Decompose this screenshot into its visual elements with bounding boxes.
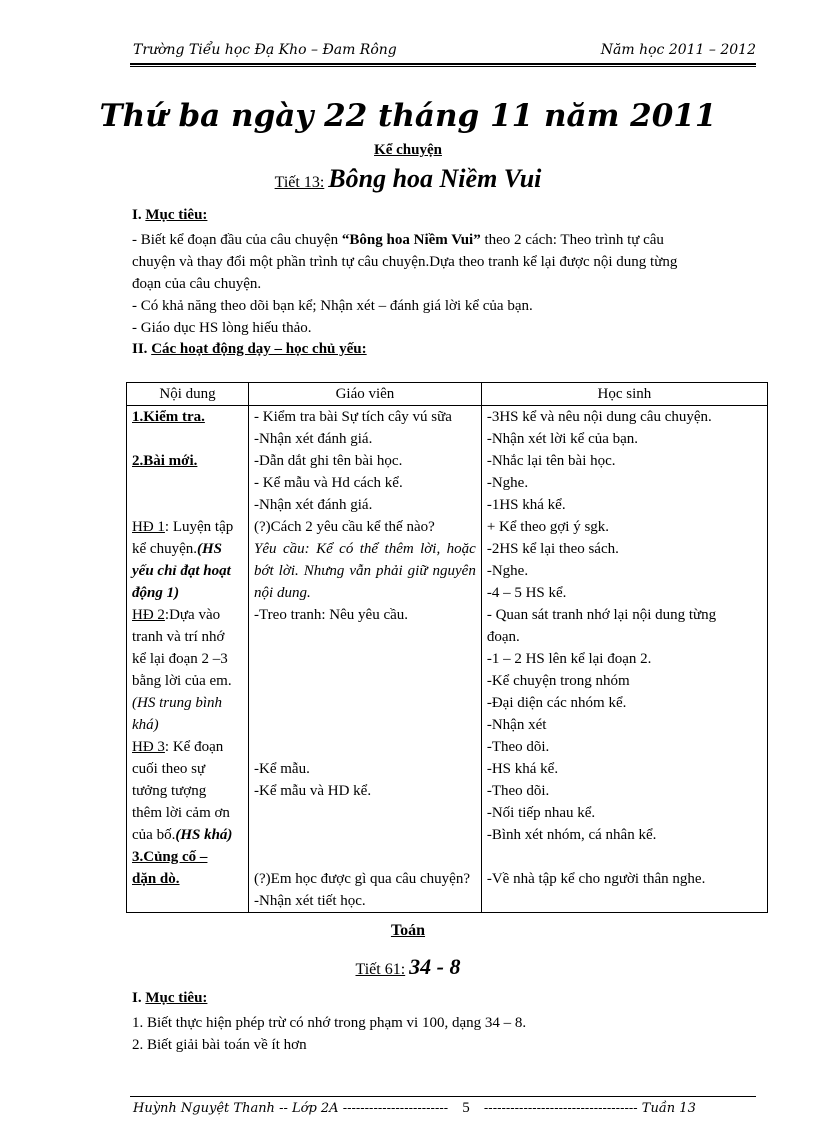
teacher-step: (?)Cách 2 yêu cầu kể thế nào? (254, 519, 435, 535)
objectives2-heading (132, 990, 207, 1007)
teacher-step: (?)Em học được gì qua câu chuyện? (254, 871, 471, 887)
objective-line: 1. Biết thực hiện phép trừ có nhớ trong phạm vi 100, dạng 34 – 8. (132, 1015, 527, 1031)
footer-week: Tuần 13 (641, 1101, 696, 1116)
teacher-step: -Nhận xét đánh giá. (254, 497, 373, 513)
activities-label: Các hoạt động dạy – học chủ yếu: (151, 341, 367, 357)
footer-rule (130, 1096, 756, 1097)
step-check: 1.Kiểm tra. (132, 409, 205, 425)
page-number: 5 (462, 1100, 470, 1116)
lesson-number: Tiết 13: (274, 174, 325, 191)
activity-2: HĐ 2:Dựa vào (132, 607, 221, 623)
activity-3: HĐ 3: Kể đoạn (132, 739, 224, 755)
lesson-heading-math (0, 954, 816, 980)
activities-number: II. (132, 341, 148, 357)
objectives2-number: I. (132, 990, 142, 1006)
objectives2-body (132, 1012, 772, 1056)
student-step: đoạn. (486, 629, 520, 645)
header-school-year: Năm học 2011 – 2012 (600, 42, 756, 58)
step-new-lesson: 2.Bài mới. (132, 453, 198, 469)
footer-dashes-right: ----------------------------------- (483, 1101, 638, 1116)
teacher-step: -Nhận xét tiết học. (254, 893, 366, 909)
teacher-step: -Kể mẫu. (254, 761, 310, 777)
date-title: Thứ ba ngày 22 tháng 11 năm 2011 (99, 98, 717, 134)
teacher-step: -Dẫn dắt ghi tên bài học. (254, 453, 403, 469)
objectives2-label: Mục tiêu: (145, 990, 208, 1006)
objectives-label: Mục tiêu: (145, 207, 208, 223)
objectives-number: I. (132, 207, 142, 223)
student-cell (481, 406, 767, 913)
objective-line: - Có khả năng theo dõi bạn kể; Nhận xét – đánh giá lời kể của bạn. (132, 298, 533, 314)
student-step: + Kể theo gợi ý sgk. (486, 519, 610, 535)
student-step: -Nghe. (486, 475, 529, 491)
student-step: -Nhận xét (486, 717, 547, 733)
content-cell: 1.Kiểm tra. 2.Bài mới. HĐ 1: Luyện tập kể chuyện.(HS yếu chỉ đạt hoạt động 1) HĐ 2:Dựa vào tranh và trí nhớ kể lại đoạn 2 –3 bằng lời của em. (HS trung bình khá) HĐ 3: Kể đoạn cuối theo sự tưởng tượng thêm lời cảm ơn của bố.(HS khá) 3.Củng cố – dặn dò. (127, 406, 249, 913)
footer-dashes-left: ------------------------ (342, 1101, 449, 1116)
lesson-table (126, 382, 768, 913)
student-step: -Nối tiếp nhau kể. (486, 805, 596, 821)
objectives-heading (132, 207, 207, 224)
objectives-body (132, 229, 772, 339)
activity-1: HĐ 1: Luyện tập (132, 519, 234, 535)
student-step: -Nghe. (486, 563, 529, 579)
teacher-step: Yêu cầu: Kể có thể thêm lời, hoặc bớt lời. Nhưng vẫn phải giữ nguyên nội dung. (254, 541, 476, 601)
teacher-step: -Nhận xét đánh giá. (254, 431, 373, 447)
student-step: -2HS kể lại theo sách. (486, 541, 619, 557)
lesson-title: Bông hoa Niềm Vui (328, 164, 542, 193)
student-step: -Theo dõi. (486, 783, 550, 799)
header-school: Trường Tiểu học Đạ Kho – Đam Rông (133, 42, 397, 58)
lesson-title-math: 34 - 8 (409, 954, 461, 979)
objective-line: đoạn của câu chuyện. (132, 276, 262, 292)
subject-title-math: Toán (390, 922, 426, 939)
student-step: -Bình xét nhóm, cá nhân kể. (486, 827, 657, 843)
subject-title: Kể chuyện (374, 142, 442, 158)
header-rule (130, 63, 756, 65)
col-header-teacher: Giáo viên (249, 383, 482, 406)
teacher-cell (249, 406, 482, 913)
teacher-step: -Kể mẫu và HD kể. (254, 783, 372, 799)
step-wrap-up: 3.Củng cố – (132, 849, 208, 865)
teacher-step: - Kiểm tra bài Sự tích cây vú sữa (254, 409, 452, 425)
student-step: -1 – 2 HS lên kể lại đoạn 2. (486, 651, 652, 667)
lesson-heading (0, 164, 816, 194)
col-header-student: Học sinh (481, 383, 767, 406)
objective-line: chuyện và thay đổi một phần trình tự câu chuyện.Dựa theo tranh kể lại được nội dung từng (132, 254, 678, 270)
activities-heading (132, 341, 367, 358)
student-step: -HS khá kể. (486, 761, 559, 777)
header-rule-thin (130, 66, 756, 67)
student-step: -Kể chuyện trong nhóm (486, 673, 630, 689)
teacher-step: -Treo tranh: Nêu yêu cầu. (254, 607, 409, 623)
lesson-number-math: Tiết 61: (355, 961, 406, 978)
objective-line: 2. Biết giải bài toán về ít hơn (132, 1037, 307, 1053)
student-step: -Theo dõi. (486, 739, 550, 755)
student-step: -Đại diện các nhóm kể. (486, 695, 627, 711)
student-step: -4 – 5 HS kể. (486, 585, 567, 601)
student-step: - Quan sát tranh nhớ lại nội dung từng (486, 607, 717, 623)
teacher-step: - Kể mẫu và Hd cách kể. (254, 475, 403, 491)
student-step: -1HS khá kể. (486, 497, 566, 513)
objective-line: - Giáo dục HS lòng hiếu thảo. (132, 320, 312, 336)
footer-author: Huỳnh Nguyệt Thanh -- Lớp 2A (133, 1101, 339, 1116)
table-header-row (127, 383, 768, 406)
story-name: “Bông hoa Niềm Vui” (341, 232, 481, 248)
footer (133, 1100, 696, 1117)
student-step: -3HS kể và nêu nội dung câu chuyện. (486, 409, 712, 425)
col-header-content: Nội dung (127, 383, 249, 406)
student-step: -Về nhà tập kể cho người thân nghe. (486, 871, 706, 887)
objective-line: - Biết kể đoạn đầu của câu chuyện “Bông hoa Niềm Vui” theo 2 cách: Theo trình tự câu (132, 232, 664, 248)
student-step: -Nhận xét lời kể của bạn. (486, 431, 639, 447)
table-row (127, 406, 768, 913)
student-step: -Nhắc lại tên bài học. (486, 453, 616, 469)
